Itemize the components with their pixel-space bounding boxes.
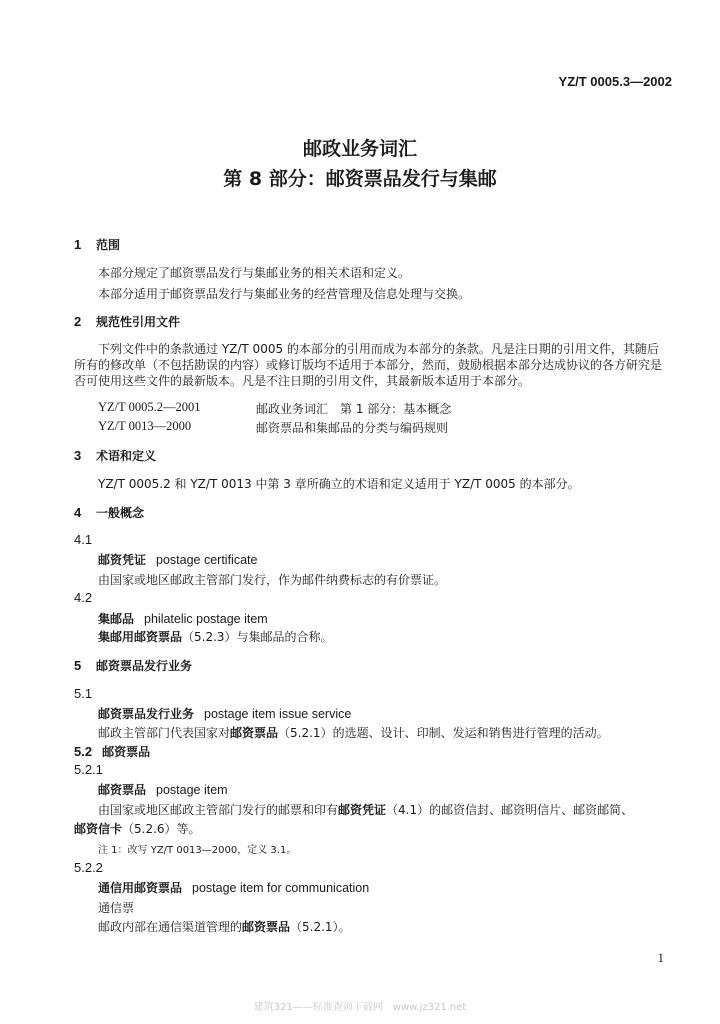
clause-5-2-2-number: 5.2.2 [74, 860, 103, 875]
definition-5-1: 邮政主管部门代表国家对邮资票品（5.2.1）的选题、设计、印制、发运和销售进行管理的活动。 [98, 726, 609, 740]
definition-5-2-2: 邮政内部在通信渠道管理的邮资票品（5.2.1）。 [98, 920, 351, 934]
watermark: 建筑321——标准查询下载网 www.jz321.net [253, 1002, 467, 1013]
section-1-heading: 1 范围 [74, 237, 121, 252]
ref-code: YZ/T 0013—2000 [98, 419, 192, 433]
clause-5-2-1-number: 5.2.1 [74, 762, 103, 777]
definition-5-2-1-cont: 邮资信卡（5.2.6）等。 [74, 822, 201, 836]
section-1-para-1: 本部分规定了邮资票品发行与集邮业务的相关术语和定义。 [98, 266, 411, 280]
clause-5-2-heading: 5.2 邮资票品 [74, 744, 151, 759]
term-4-1: 邮资凭证 postage certificate [98, 553, 258, 567]
note-5-2-1: 注 1：改写 YZ/T 0013—2000，定义 3.1。 [98, 845, 297, 856]
term-5-2-1: 邮资票品 postage item [98, 783, 228, 797]
section-4-heading: 4 一般概念 [74, 505, 145, 520]
term-5-2-2-alt: 通信票 [98, 901, 135, 915]
ref-code: YZ/T 0005.2—2001 [98, 400, 201, 414]
definition-4-1: 由国家或地区邮政主管部门发行，作为邮件纳费标志的有价票证。 [98, 573, 447, 587]
section-3-para-1: YZ/T 0005.2 和 YZ/T 0013 中第 3 章所确立的术语和定义适用于 YZ/T 0005 的本部分。 [98, 477, 580, 491]
section-3-heading: 3 术语和定义 [74, 448, 157, 463]
clause-4-2-number: 4.2 [74, 590, 93, 605]
section-5-heading: 5 邮资票品发行业务 [74, 658, 193, 673]
clause-5-1-number: 5.1 [74, 686, 93, 701]
term-5-2-2: 通信用邮资票品 postage item for communication [98, 881, 370, 895]
definition-5-2-1: 由国家或地区邮政主管部门发行的邮票和印有邮资凭证（4.1）的邮资信封、邮资明信片、邮资邮简、 [98, 803, 634, 817]
term-4-2: 集邮品 philatelic postage item [98, 612, 268, 626]
page-number: 1 [657, 950, 664, 965]
section-1-para-2: 本部分适用于邮资票品发行与集邮业务的经营管理及信息处理与交换。 [98, 287, 471, 301]
term-5-1: 邮资票品发行业务 postage item issue service [98, 707, 352, 721]
doc-title: 邮政业务词汇 [302, 138, 417, 160]
ref-title: 邮政业务词汇 第 1 部分：基本概念 [256, 402, 452, 416]
doc-subtitle: 第 8 部分：邮资票品发行与集邮 [223, 168, 497, 190]
section-2-heading: 2 规范性引用文件 [74, 314, 181, 329]
section-2-para-1: 下列文件中的条款通过 YZ/T 0005 的本部分的引用而成为本部分的条款。凡是注日期的引用文件，其随后所有的修改单（不包括勘误的内容）或修订版均不适用于本部分，然而，鼓励根据本部分达成协议的各方研究是否可使用这些文件的最新版本。凡是不注日期的引用文件，其最新版本适用于本部分。 [74, 342, 663, 388]
clause-4-1-number: 4.1 [74, 532, 93, 547]
doc-number: YZ/T 0005.3—2002 [558, 74, 672, 89]
ref-title: 邮资票品和集邮品的分类与编码规则 [256, 421, 449, 435]
definition-4-2: 集邮用邮资票品（5.2.3）与集邮品的合称。 [98, 630, 333, 644]
